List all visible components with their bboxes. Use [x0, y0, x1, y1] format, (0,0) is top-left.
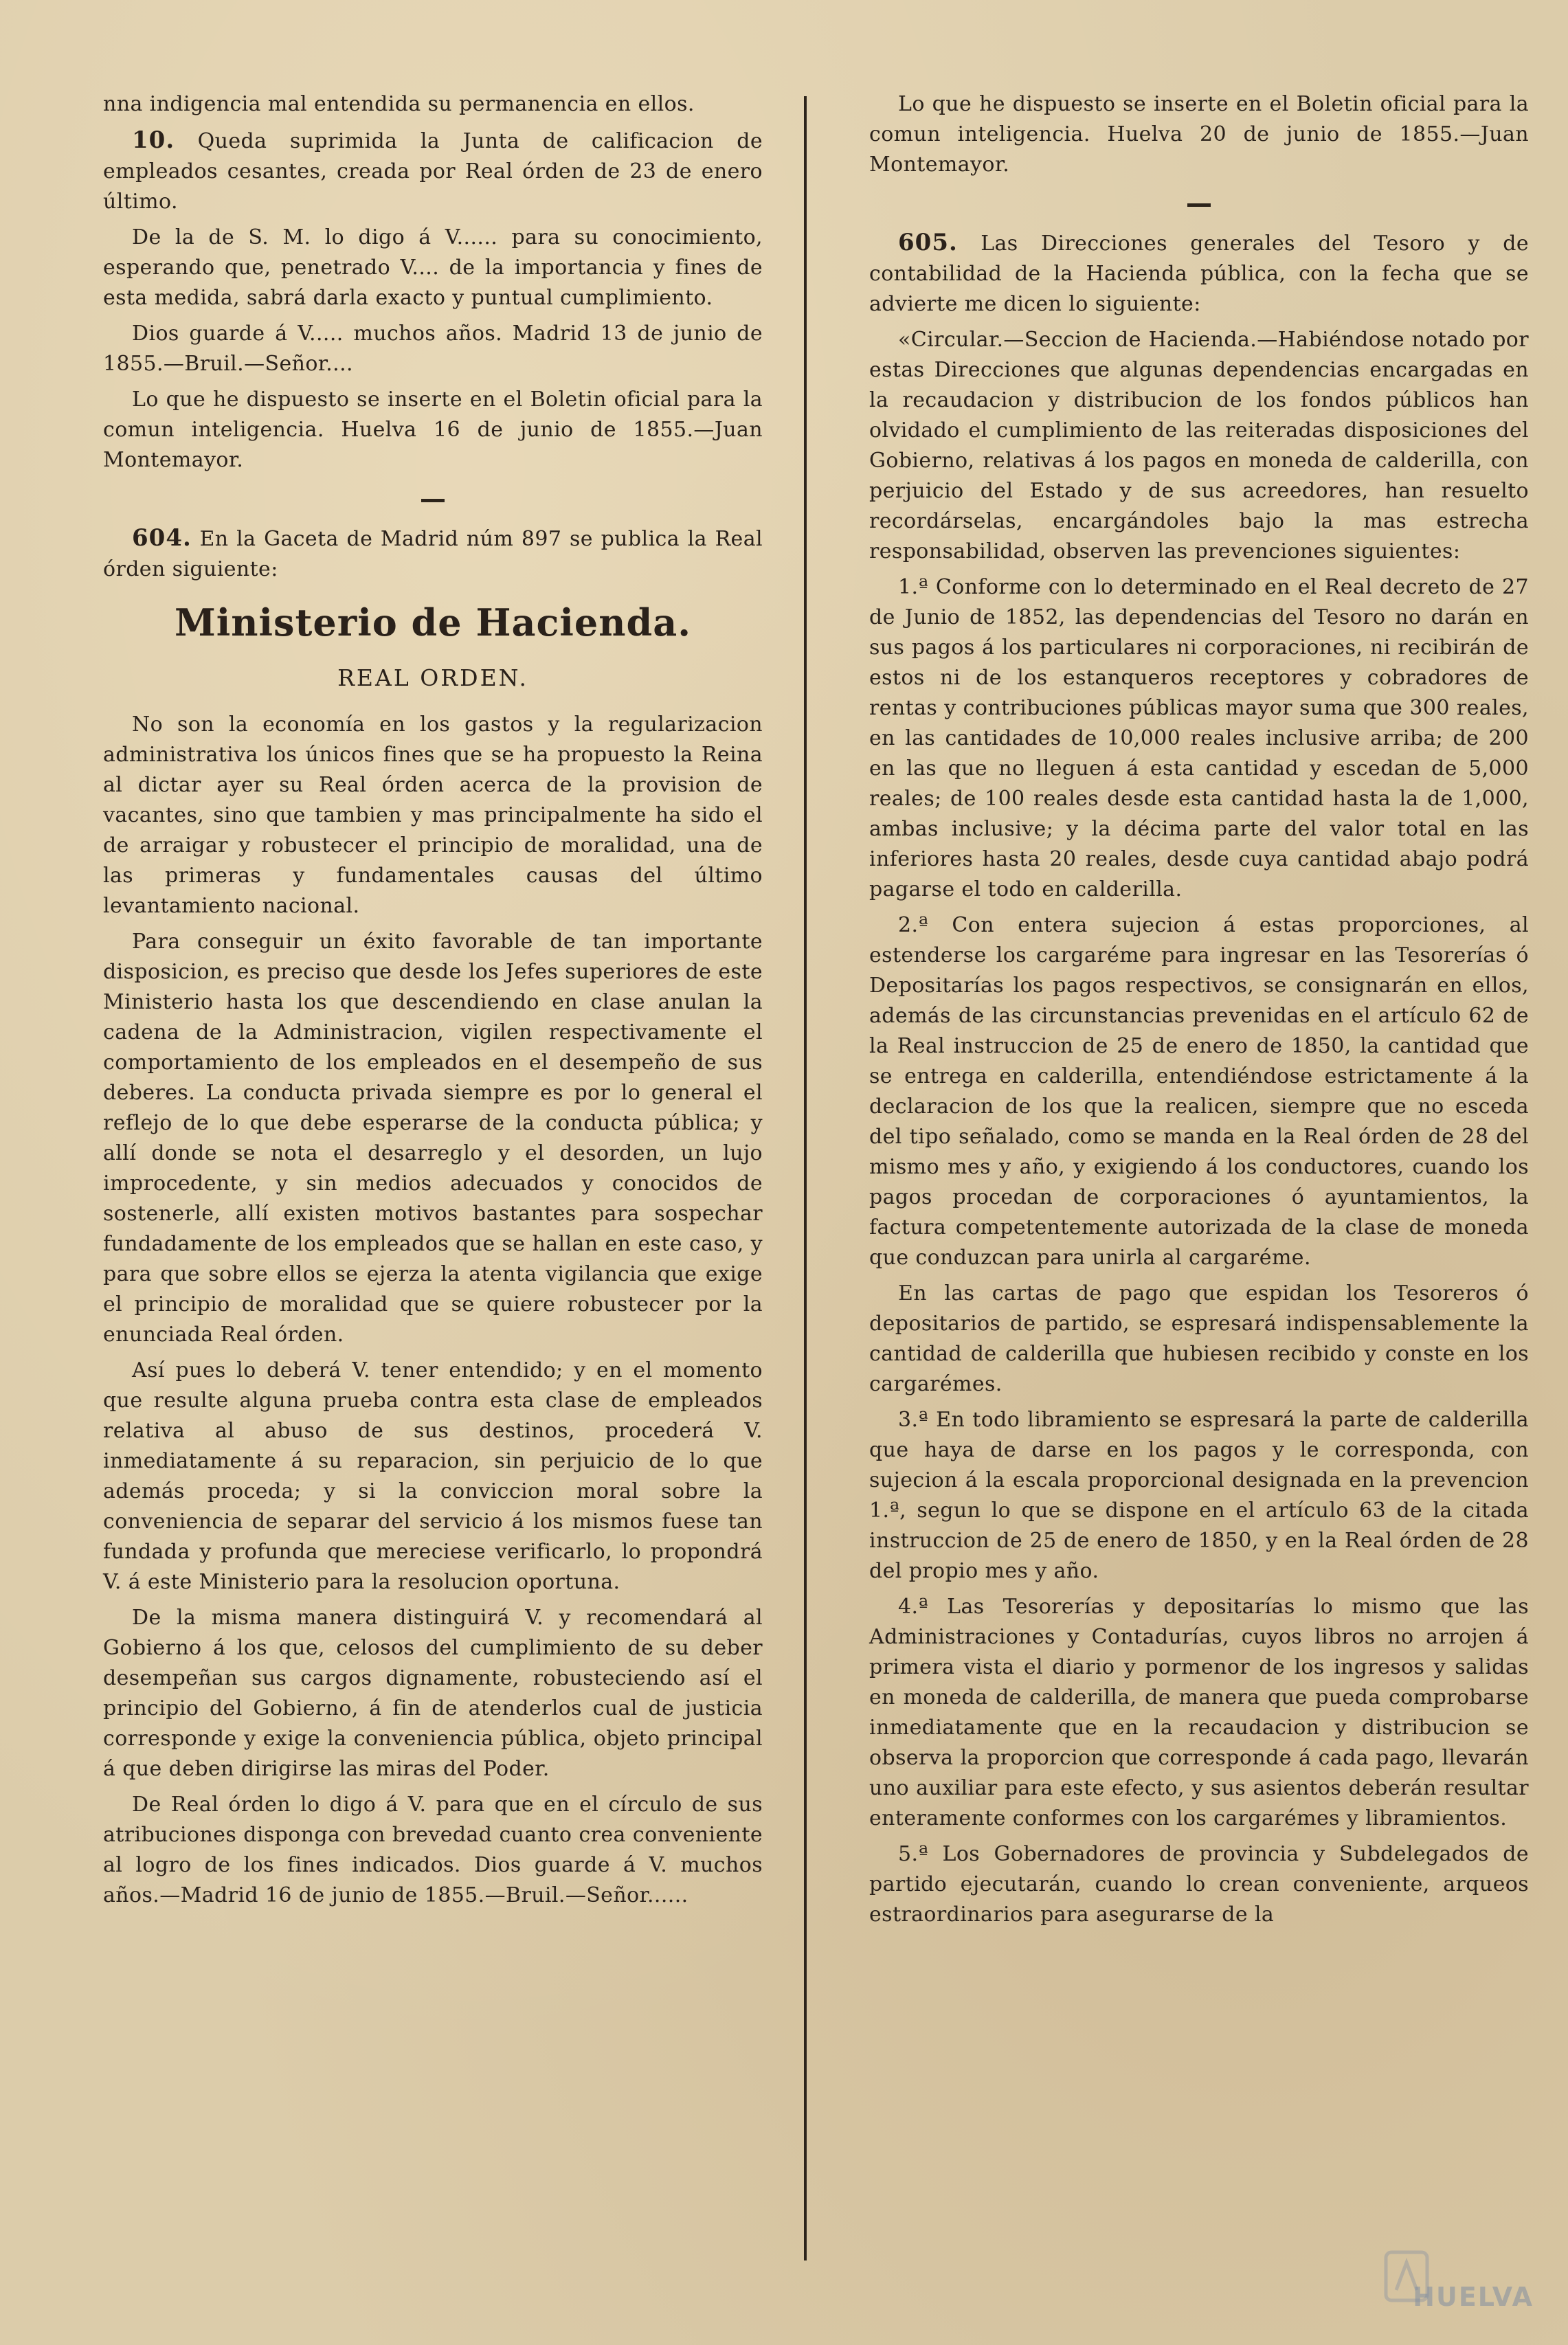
- paragraph-indigencia: nna indigencia mal entendida su permanencia en ellos.: [103, 92, 695, 116]
- right-column: [869, 89, 1529, 1936]
- prevencion-3: 3.ª En todo libramiento se espresará la parte de calderilla que haya de darse en los pagos y le corresponda, con sujecion á la escala proporcional designada en la prevencion 1.ª, segun lo que se dispone en el artículo 63 de la citada instruccion de 25 de enero de 1850, y en la Real órden de 28 del propio mes y año.: [869, 1408, 1529, 1583]
- real-orden-heading: REAL ORDEN.: [337, 664, 528, 691]
- article-text: Las Direcciones generales del Tesoro y de contabilidad de la Hacienda pública, con la fecha que se advierte me dicen lo siguiente:: [869, 232, 1529, 316]
- article-text: Queda suprimida la Junta de calificacion de empleados cesantes, creada por Real órden de 23 de enero último.: [103, 129, 763, 214]
- paragraph-circular: «Circular.—Seccion de Hacienda.—Habiéndose notado por estas Direcciones que algunas dependencias encargadas en la recaudacion y distribucion de los fondos públicos han olvidado el cumplimiento de las reiteradas disposiciones del Gobierno, relativas á los pagos en moneda de calderilla, con perjuicio del Estado y de sus acreedores, han resuelto recordárselas, encargándoles bajo la mas estrecha responsabilidad, observen las prevenciones siguientes:: [869, 328, 1529, 563]
- column-divider: [804, 96, 807, 2260]
- article-605: [869, 227, 1529, 319]
- article-604: [103, 523, 763, 585]
- prevencion-1: 1.ª Conforme con lo determinado en el Real decreto de 27 de Junio de 1852, las dependencias del Tesoro no darán en sus pagos á los particulares ni corporaciones, ni recibirán de estos ni de los estanqueros receptores y cobradores de rentas y contribuciones públicas mayor suma que 300 reales, en las cantidades de 10,000 reales inclusive arriba; de 200 en las que no lleguen á esta cantidad y escedan de 5,000 reales; de 100 reales desde esta cantidad hasta la de 1,000, ambas inclusive; y la décima parte del valor total en las inferiores hasta 20 reales, desde cuya cantidad abajo podrá pagarse el todo en calderilla.: [869, 575, 1529, 901]
- section-separator: [421, 499, 445, 502]
- paragraph-real-orden-final: De Real órden lo digo á V. para que en el círculo de sus atribuciones disponga con brevedad cuanto crea conveniente al logro de los fines indicados. Dios guarde á V. muchos años.—Madrid 16 de junio de 1855.—Bruil.—Señor......: [103, 1793, 763, 1907]
- paragraph-boletin: Lo que he dispuesto se inserte en el Boletin oficial para la comun inteligencia. Huelva 16 de junio de 1855.—Juan Montemayor.: [103, 388, 763, 472]
- paragraph-distinguira: De la misma manera distinguirá V. y recomendará al Gobierno á los que, celosos del cumplimiento de su deber desempeñan sus cargos dignamente, robusteciendo así el principio del Gobierno, á fin de atenderlos cual de justicia corresponde y exige la conveniencia pública, objeto principal á que deben dirigirse las miras del Poder.: [103, 1606, 763, 1781]
- paragraph-boletin-huelva: Lo que he dispuesto se inserte en el Boletin oficial para la comun inteligencia. Huelva 20 de junio de 1855.—Juan Montemayor.: [869, 92, 1529, 177]
- paragraph-asi-pues: Así pues lo deberá V. tener entendido; y en el momento que resulte alguna prueba contra esta clase de empleados relativa al abuso de sus destinos, procederá V. inmediatamente á su reparacion, sin perjuicio de lo que además proceda; y si la conviccion moral sobre la conveniencia de separar del servicio á los mismos fuese tan fundada y profunda que mereciese verificarlo, lo propondrá V. á este Ministerio para la resolucion oportuna.: [103, 1358, 763, 1594]
- signature-madrid: Dios guarde á V..... muchos años. Madrid 13 de junio de 1855.—Bruil.—Señor....: [103, 322, 763, 376]
- section-separator: [1187, 203, 1211, 207]
- prevencion-4: 4.ª Las Tesorerías y depositarías lo mismo que las Administraciones y Contadurías, cuyos libros no arrojen á primera vista el diario y pormenor de los ingresos y salidas en moneda de calderilla, de manera que pueda comprobarse inmediatamente que en la recaudacion y distribucion se observa la proporcion que corresponde á cada pago, llevarán uno auxiliar para este efecto, y sus asientos deberán resultar enteramente conformes con los cargarémes y libramientos.: [869, 1595, 1529, 1830]
- left-column: [103, 89, 763, 1916]
- article-number: 605.: [898, 229, 958, 256]
- article-number: 604.: [132, 524, 192, 552]
- article-10: [103, 125, 763, 217]
- paragraph-economia: No son la economía en los gastos y la regularizacion administrativa los únicos fines que se ha propuesto la Reina al dictar ayer su Real órden acerca de la provision de vacantes, sino que tambien y mas principalmente ha sido el de arraigar y robustecer el principio de moralidad, una de las primeras y fundamentales causas del último levantamiento nacional.: [103, 713, 763, 918]
- prevencion-2: 2.ª Con entera sujecion á estas proporciones, al estenderse los cargaréme para ingresar en las Tesorerías ó Depositarías los pagos respectivos, se consignarán en ellos, además de las circunstancias prevenidas en el artículo 62 de la Real instruccion de 25 de enero de 1850, la cantidad que se entrega en calderilla, entendiéndose estrictamente á la declaracion de los que la realicen, siempre que no esceda del tipo señalado, como se manda en la Real órden de 28 del mismo mes y año, y exigiendo á los conductores, cuando los pagos procedan de corporaciones ó ayuntamientos, la factura competentemente autorizada de la clase de moneda que conduzcan para unirla al cargaréme.: [869, 913, 1529, 1270]
- prevencion-5: 5.ª Los Gobernadores de provincia y Subdelegados de partido ejecutarán, cuando lo crean conveniente, arqueos estraordinarios para asegurarse de la: [869, 1842, 1529, 1927]
- watermark-huelva: HUELVA: [1413, 2282, 1534, 2312]
- article-text: En la Gaceta de Madrid núm 897 se publica la Real órden siguiente:: [103, 527, 763, 581]
- article-number: 10.: [132, 126, 175, 154]
- ministry-heading: Ministerio de Hacienda.: [174, 601, 692, 644]
- paragraph-cartas-de-pago: En las cartas de pago que espidan los Tesoreros ó depositarios de partido, se espresará indispensablemente la cantidad de calderilla que hubiesen recibido y conste en los cargarémes.: [869, 1281, 1529, 1396]
- paragraph-conseguir: Para conseguir un éxito favorable de tan importante disposicion, es preciso que desde los Jefes superiores de este Ministerio hasta los que descendiendo en clase anulan la cadena de la Administracion, vigilen respectivamente el comportamiento de los empleados en el desempeño de sus deberes. La conducta privada siempre es por lo general el reflejo de lo que debe esperarse de la conducta pública; y allí donde se nota el desarreglo y el desorden, un lujo improcedente, y sin medios adecuados y conocidos de sostenerle, allí existen motivos bastantes para sospechar fundadamente de los empleados que se hallan en este caso, y para que sobre ellos se ejerza la atenta vigilancia que exige el principio de moralidad que se quiere robustecer por la enunciada Real órden.: [103, 930, 763, 1347]
- paragraph-digo: De la de S. M. lo digo á V...... para su conocimiento, esperando que, penetrado V.... de la importancia y fines de esta medida, sabrá darla exacto y puntual cumplimiento.: [103, 225, 763, 310]
